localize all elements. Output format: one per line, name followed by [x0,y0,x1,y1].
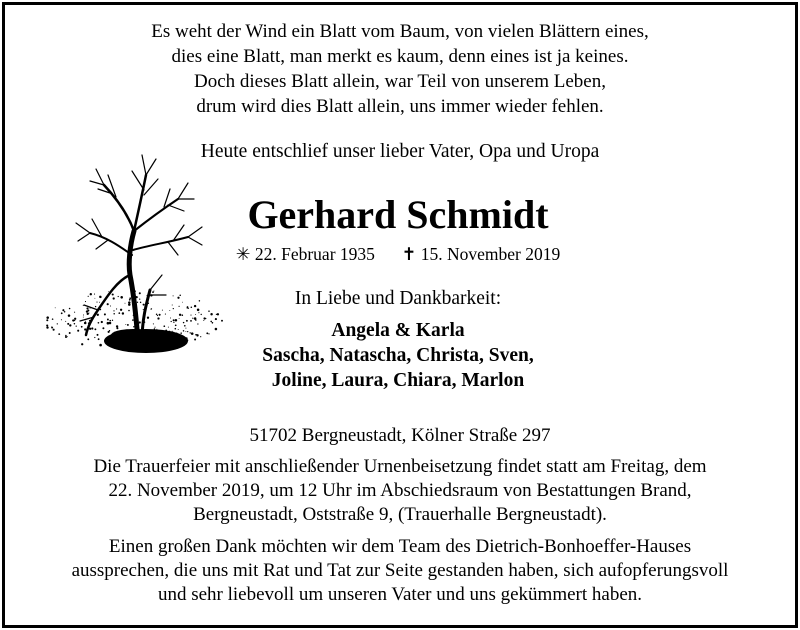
death-cross-icon: ✝ [401,244,417,264]
poem [0,19,800,119]
family-line: Joline, Laura, Chiara, Marlon [271,370,525,391]
intro-text: Heute entschlief unser lieber Vater, Opa und Uropa [200,141,600,162]
address: 51702 Bergneustadt, Kölner Straße 297 [249,425,551,446]
thanks-heading: In Liebe und Dankbarkeit: [294,288,502,309]
family-line: Sascha, Natascha, Christa, Sven, [262,345,534,366]
life-dates [0,243,796,265]
birth-date: 22. Februar 1935 [254,244,375,264]
birth-star-icon: ✳ [235,244,251,264]
poem-line: dies eine Blatt, man merkt es kaum, denn eines ist ja keines. [171,46,629,67]
funeral-notice [0,455,800,527]
funeral-line: 22. November 2019, um 12 Uhr im Abschiedsraum von Bestattungen Brand, [108,480,692,501]
final-thanks-line: und sehr liebevoll um unseren Vater und uns gekümmert haben. [157,584,643,605]
family-list [0,318,796,393]
final-thanks [0,535,800,607]
family-line: Angela & Karla [331,320,465,341]
death-date: 15. November 2019 [420,244,561,264]
poem-line: Doch dieses Blatt allein, war Teil von unserem Leben, [194,71,606,92]
funeral-line: Bergneustadt, Oststraße 9, (Trauerhalle Bergneustadt). [193,504,607,525]
final-thanks-line: Einen großen Dank möchten wir dem Team des Dietrich-Bonhoeffer-Hauses [108,536,692,557]
deceased-name: Gerhard Schmidt [247,192,549,237]
poem-line: Es weht der Wind ein Blatt vom Baum, von vielen Blättern eines, [151,21,649,42]
poem-line: drum wird dies Blatt allein, uns immer wieder fehlen. [196,96,604,117]
final-thanks-line: aussprechen, die uns mit Rat und Tat zur Seite gestanden haben, sich aufopferungsvoll [71,560,729,581]
funeral-line: Die Trauerfeier mit anschließender Urnenbeisetzung findet statt am Freitag, dem [93,456,707,477]
